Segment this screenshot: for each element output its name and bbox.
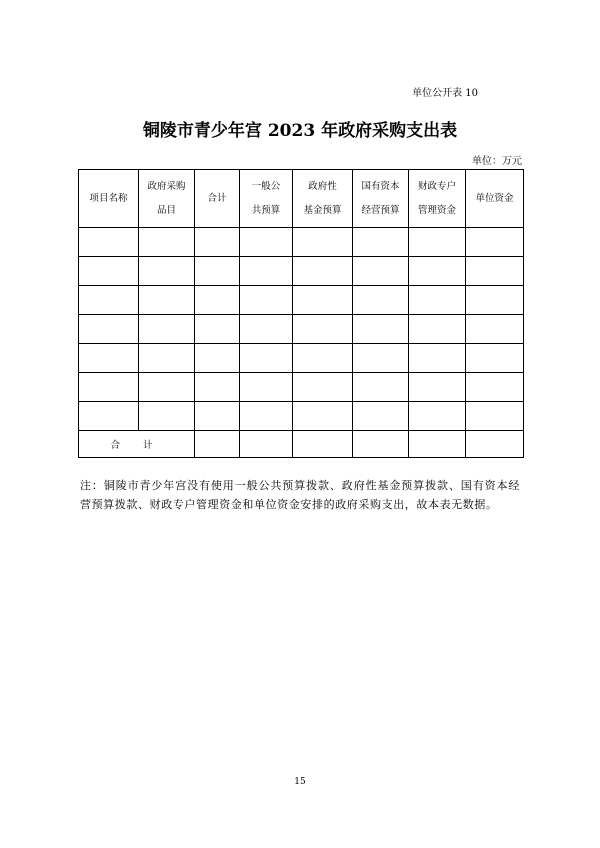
table-row bbox=[79, 402, 524, 431]
form-number: 单位公开表 10 bbox=[412, 88, 478, 99]
table-cell bbox=[79, 228, 139, 257]
table-cell bbox=[466, 373, 524, 402]
table-cell bbox=[195, 431, 240, 458]
table-cell bbox=[240, 257, 293, 286]
table-cell bbox=[79, 286, 139, 315]
table-cell bbox=[240, 402, 293, 431]
table-row bbox=[79, 228, 524, 257]
table-cell bbox=[293, 431, 353, 458]
table-cell bbox=[409, 257, 466, 286]
table-cell bbox=[240, 228, 293, 257]
table-cell bbox=[353, 257, 409, 286]
table-cell bbox=[466, 402, 524, 431]
table-cell bbox=[293, 373, 353, 402]
table-cell bbox=[353, 373, 409, 402]
table-header-row bbox=[79, 170, 524, 228]
column-header-project-name: 项目名称 bbox=[79, 170, 139, 228]
table-cell bbox=[353, 344, 409, 373]
table-cell bbox=[139, 257, 195, 286]
table-cell bbox=[409, 402, 466, 431]
table-cell bbox=[139, 315, 195, 344]
table-cell bbox=[353, 228, 409, 257]
table-cell bbox=[195, 286, 240, 315]
table-cell bbox=[293, 315, 353, 344]
table-cell bbox=[293, 257, 353, 286]
table-cell bbox=[466, 315, 524, 344]
table-cell bbox=[195, 344, 240, 373]
table-cell bbox=[353, 431, 409, 458]
table-cell bbox=[79, 402, 139, 431]
table-cell bbox=[353, 402, 409, 431]
column-header-fund-budget: 政府性 基金预算 bbox=[293, 170, 353, 228]
table-cell bbox=[195, 257, 240, 286]
column-header-general-budget: 一般公 共预算 bbox=[240, 170, 293, 228]
table-cell bbox=[293, 402, 353, 431]
table-cell bbox=[240, 344, 293, 373]
table-cell bbox=[466, 228, 524, 257]
table-note: 注：铜陵市青少年宫没有使用一般公共预算拨款、政府性基金预算拨款、国有资本经营预算拨款、财政专户管理资金和单位资金安排的政府采购支出，故本表无数据。 bbox=[80, 479, 520, 511]
table-cell bbox=[79, 344, 139, 373]
table-cell bbox=[353, 286, 409, 315]
page-number: 15 bbox=[294, 777, 306, 787]
table-cell bbox=[139, 373, 195, 402]
table-cell bbox=[79, 315, 139, 344]
table-cell bbox=[409, 373, 466, 402]
table-cell bbox=[409, 431, 466, 458]
table-cell bbox=[409, 315, 466, 344]
unit-label: 单位：万元 bbox=[472, 156, 522, 167]
table-cell bbox=[139, 286, 195, 315]
table-row bbox=[79, 344, 524, 373]
column-header-state-capital-budget: 国有资本 经营预算 bbox=[353, 170, 409, 228]
table-cell bbox=[195, 228, 240, 257]
table-cell bbox=[466, 344, 524, 373]
table-row bbox=[79, 257, 524, 286]
table-cell bbox=[240, 431, 293, 458]
table-cell bbox=[240, 373, 293, 402]
total-label: 合 计 bbox=[79, 431, 195, 458]
column-header-special-account-funds: 财政专户 管理资金 bbox=[409, 170, 466, 228]
table-cell bbox=[79, 373, 139, 402]
column-header-total: 合计 bbox=[195, 170, 240, 228]
table-row bbox=[79, 315, 524, 344]
table-cell bbox=[240, 286, 293, 315]
table-cell bbox=[139, 228, 195, 257]
table-cell bbox=[409, 228, 466, 257]
table-cell bbox=[409, 344, 466, 373]
page-title: 铜陵市青少年宫 2023 年政府采购支出表 bbox=[142, 121, 458, 141]
table-cell bbox=[293, 286, 353, 315]
table-row bbox=[79, 373, 524, 402]
table-cell bbox=[293, 344, 353, 373]
column-header-unit-funds: 单位资金 bbox=[466, 170, 524, 228]
table-cell bbox=[353, 315, 409, 344]
table-row bbox=[79, 286, 524, 315]
table-cell bbox=[466, 286, 524, 315]
table-cell bbox=[409, 286, 466, 315]
table-total-row bbox=[79, 431, 524, 458]
table-cell bbox=[240, 315, 293, 344]
table-cell bbox=[195, 373, 240, 402]
table-cell bbox=[293, 228, 353, 257]
table-cell bbox=[195, 402, 240, 431]
table-cell bbox=[139, 344, 195, 373]
procurement-table bbox=[78, 169, 524, 458]
table-cell bbox=[139, 402, 195, 431]
table-cell bbox=[79, 257, 139, 286]
table-cell bbox=[195, 315, 240, 344]
column-header-procurement-item: 政府采购 品目 bbox=[139, 170, 195, 228]
table-cell bbox=[466, 431, 524, 458]
table-cell bbox=[466, 257, 524, 286]
